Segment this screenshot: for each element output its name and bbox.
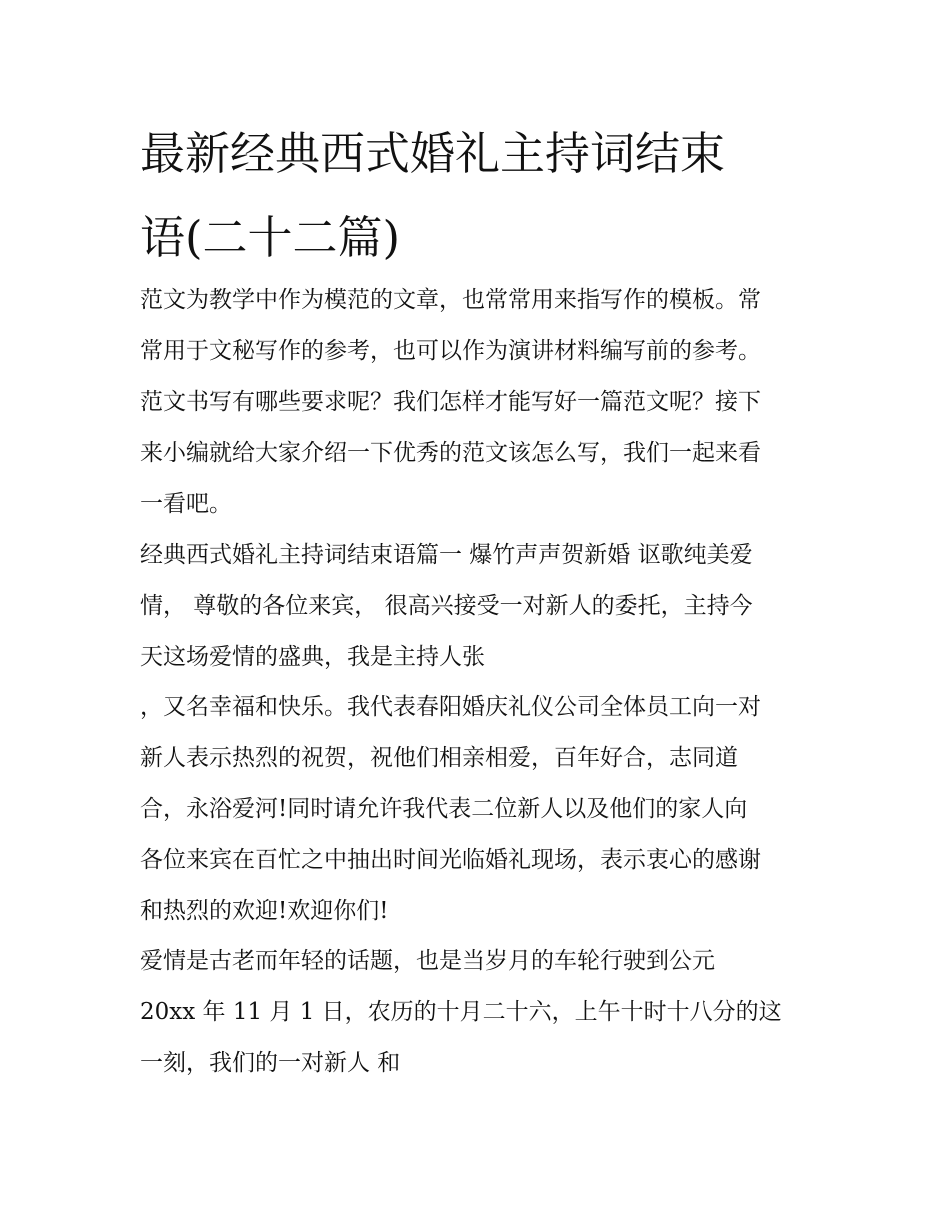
title-line-2: 语(二十二篇) [140,211,401,264]
body-line-6: 经典西式婚礼主持词结束语篇一 爆竹声声贺新婚 讴歌纯美爱 [140,542,753,568]
body-line-14: 爱情是古老而年轻的话题，也是当岁月的车轮行驶到公元 [140,948,715,974]
body-line-10: 新人表示热烈的祝贺，祝他们相亲相爱，百年好合，志同道 [140,745,738,771]
body-line-13: 和热烈的欢迎!欢迎你们! [140,898,389,924]
body-line-12: 各位来宾在百忙之中抽出时间光临婚礼现场，表示衷心的感谢 [140,847,761,873]
body-line-8: 天这场爱情的盛典，我是主持人张 [140,644,485,670]
body-line-5: 一看吧。 [140,491,232,517]
body-line-3: 范文书写有哪些要求呢？我们怎样才能写好一篇范文呢？接下 [140,389,761,415]
body-line-15: 20xx 年 11 月 1 日，农历的十月二十六，上午十时十八分的这 [140,999,782,1025]
body-line-2: 常用于文秘写作的参考，也可以作为演讲材料编写前的参考。 [140,338,761,364]
body-line-7: 情， 尊敬的各位来宾， 很高兴接受一对新人的委托，主持今 [140,593,753,619]
document-title [140,112,820,280]
body-line-11: 合，永浴爱河!同时请允许我代表二位新人以及他们的家人向 [140,796,748,822]
body-line-16: 一刻，我们的一对新人 和 [140,1050,401,1076]
title-line-1: 最新经典西式婚礼主持词结束 [140,127,726,180]
body-line-4: 来小编就给大家介绍一下优秀的范文该怎么写，我们一起来看 [140,440,761,466]
body-line-1: 范文为教学中作为模范的文章，也常常用来指写作的模板。常 [140,287,761,313]
body-line-9: ，又名幸福和快乐。我代表春阳婚庆礼仪公司全体员工向一对 [140,694,761,720]
